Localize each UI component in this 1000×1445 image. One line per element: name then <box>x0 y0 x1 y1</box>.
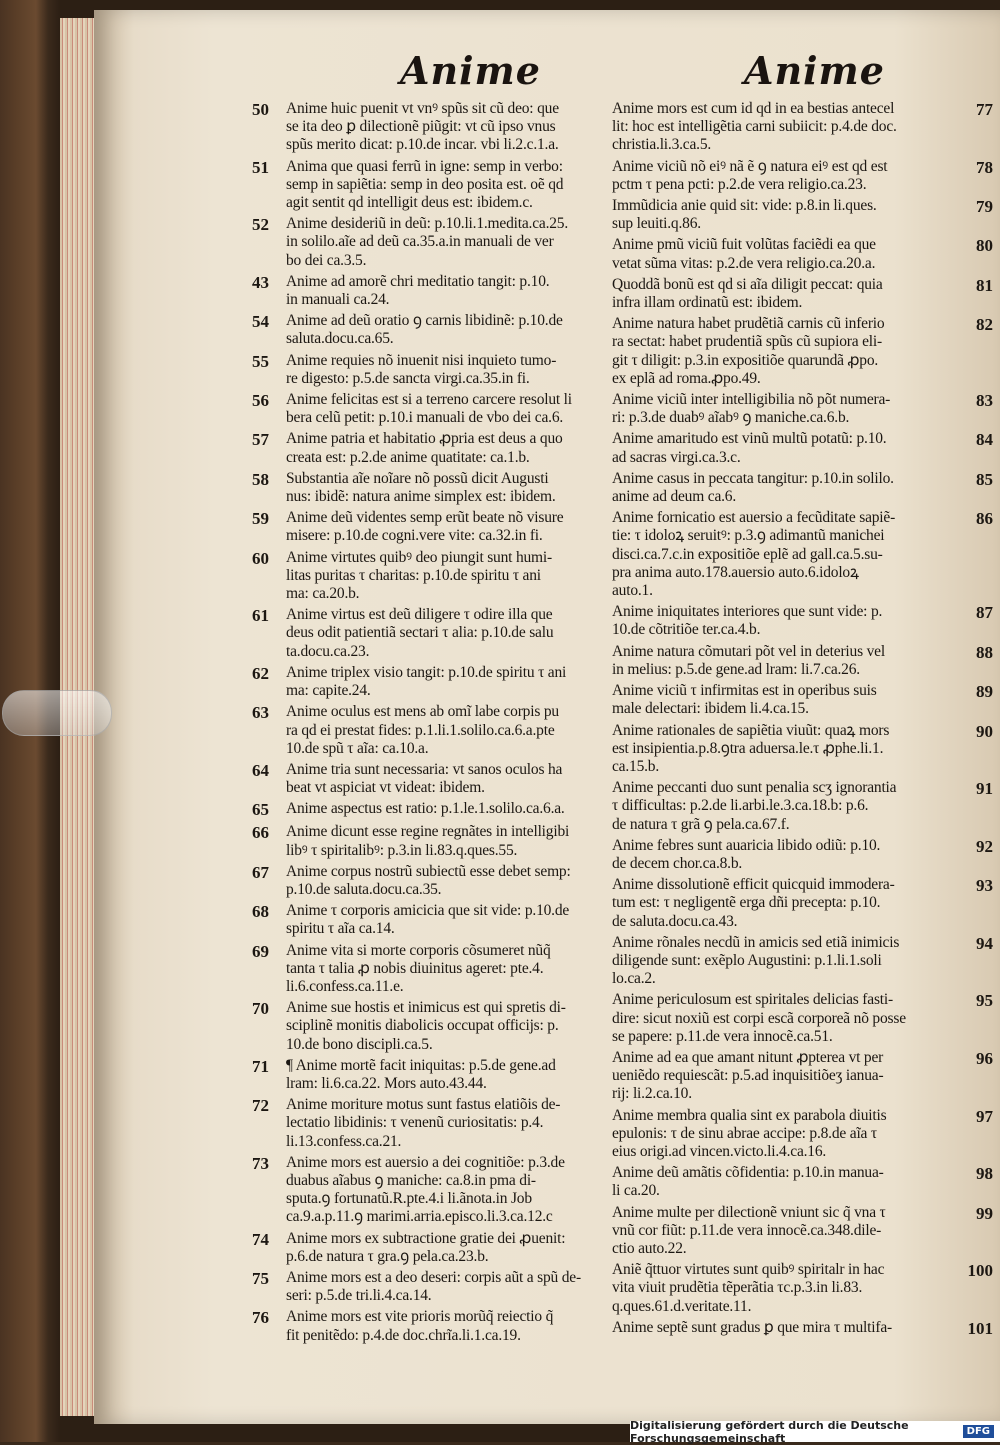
entry-line: Anime patria et habitatio ꝓpria est deus a quo <box>286 430 563 448</box>
entry-line: Anime pmũ viciũ fuit volũtas faciẽdi ea que <box>612 236 876 254</box>
entry-line: Anime aspectus est ratio: p.1.le.1.solilo.ca.6.a. <box>286 800 565 818</box>
entry-number: 65 <box>252 800 269 820</box>
entry-line: tie: τ idoloꝝ seruitꝰ: p.3.ꝯ adimantũ manichei <box>612 527 885 545</box>
entry-number: 92 <box>976 836 993 856</box>
entry-line: τ difficultas: p.2.de li.arbi.le.3.ca.18.b: p.6. <box>612 797 869 815</box>
entry-line: in manuali ca.24. <box>286 291 390 309</box>
entry-number: 69 <box>252 941 269 961</box>
index-entry <box>612 158 997 194</box>
index-entry <box>612 1107 997 1162</box>
entry-text <box>286 312 622 348</box>
entry-line: Anime iniquitates interiores que sunt vide: p. <box>612 603 883 621</box>
entry-line: Anime requies nõ inuenit nisi inquieto tumo- <box>286 351 557 369</box>
entry-number: 85 <box>976 469 993 489</box>
entry-line: dire: sicut noxiũ est corpi escã corporeã nõ posse <box>612 1009 906 1027</box>
entry-line: Anime amaritudo est vinũ multũ potatũ: p.10. <box>612 430 887 448</box>
index-entry <box>252 863 622 899</box>
index-entry <box>612 934 997 989</box>
entry-line: spũs merito dicat: p.10.de incar. vbi li.2.c.1.a. <box>286 136 559 154</box>
index-entry <box>252 509 622 545</box>
entry-line: Anime oculus est mens ab omĩ labe corpis pu <box>286 703 559 721</box>
entry-line: Anima que quasi ferrũ in igne: semp in verbo: <box>286 157 563 175</box>
entry-number: 71 <box>252 1056 269 1076</box>
entry-line: est insipientia.p.8.ꝯtra aduersa.le.τ ꝓphe.li.1. <box>612 739 884 757</box>
entry-line: bera celũ petit: p.10.i manuali de vbo dei ca.6. <box>286 409 564 427</box>
entry-line: duabus aĩabus ꝯ maniche: ca.8.in pma di- <box>286 1171 536 1189</box>
entry-text <box>612 1261 953 1316</box>
entry-line: semp in sapiẽtia: semp in deo posita est. oẽ qd <box>286 175 564 193</box>
entry-line: ta.docu.ca.23. <box>286 642 370 660</box>
entry-number: 100 <box>967 1261 993 1281</box>
entry-number: 91 <box>976 779 993 799</box>
entry-line: p.10.de saluta.docu.ca.35. <box>286 880 442 898</box>
entry-line: p.6.de natura τ gra.ꝯ pela.ca.23.b. <box>286 1247 489 1265</box>
entry-text <box>612 276 953 312</box>
index-entry <box>252 1230 622 1266</box>
entry-text <box>286 158 622 213</box>
entry-line: beat vt aspiciat vt videat: ibidem. <box>286 779 485 797</box>
entry-text <box>612 470 953 506</box>
entry-text <box>286 100 622 155</box>
entry-number: 52 <box>252 215 269 235</box>
entry-number: 64 <box>252 760 269 780</box>
entry-text <box>612 643 953 679</box>
entry-line: tanta τ talia ꝓ nobis diuinitus ageret: pte.4. <box>286 959 544 977</box>
entry-line: Anime ad amorẽ chri meditatio tangit: p.10. <box>286 272 550 290</box>
entry-number: 90 <box>976 721 993 741</box>
entry-number: 87 <box>976 603 993 623</box>
entry-line: ca.15.b. <box>612 757 660 775</box>
entry-line: sciplinẽ monitis diabolicis occupat officijs: p. <box>286 1017 559 1035</box>
entry-number: 59 <box>252 509 269 529</box>
entry-line: Anime mors est cum id qd in ea bestias antecel <box>612 100 895 117</box>
entry-text <box>286 942 622 997</box>
index-entry <box>612 430 997 466</box>
entry-line: eius origi.ad vincen.victo.li.4.ca.16. <box>612 1142 827 1160</box>
entry-text <box>286 703 622 758</box>
index-entry <box>612 1164 997 1200</box>
index-entry <box>252 352 622 388</box>
entry-line: Anime corpus nostrũ subiectũ esse debet semp: <box>286 862 571 880</box>
entry-number: 70 <box>252 999 269 1019</box>
entry-text <box>612 682 953 718</box>
entry-line: fit penitẽdo: p.4.de doc.chrĩa.li.1.ca.19. <box>286 1326 521 1344</box>
footer-text: Digitalisierung gefördert durch die Deutsche Forschungsgemeinschaft <box>630 1418 909 1445</box>
entry-number: 94 <box>976 933 993 953</box>
entry-text <box>612 315 953 388</box>
entry-line: Anime mors est a deo deseri: corpis aũt a spũ de- <box>286 1268 581 1286</box>
entry-line: diligende sunt: exẽplo Augustini: p.1.li.1.soli <box>612 951 882 969</box>
entry-line: Anime viciũ inter intelligibilia nõ põt numera- <box>612 391 891 409</box>
entry-line: Anime viciũ τ infirmitas est in operibus suis <box>612 682 877 700</box>
entry-line: Anime triplex visio tangit: p.10.de spiritu τ ani <box>286 663 567 681</box>
entry-line: Anime desideriũ in deũ: p.10.li.1.medita.ca.25. <box>286 215 569 233</box>
entry-line: lectatio libidinis: τ venenũ curiositatis: p.4. <box>286 1114 544 1132</box>
entry-line: misere: p.10.de cogni.vere vite: ca.32.in fi. <box>286 527 543 545</box>
index-entry <box>612 779 997 834</box>
entry-line: ra qd ei prestat fides: p.1.li.1.solilo.ca.6.a.pte <box>286 721 555 739</box>
entry-line: q.ques.61.d.veritate.11. <box>612 1297 752 1315</box>
bookmark-strip <box>2 690 112 736</box>
entry-number: 60 <box>252 548 269 568</box>
entry-number: 54 <box>252 312 269 332</box>
entry-line: Anime ad deũ oratio ꝯ carnis libidinẽ: p.10.de <box>286 312 563 330</box>
entry-number: 63 <box>252 703 269 723</box>
entry-text <box>286 1269 622 1305</box>
index-entry <box>252 312 622 348</box>
entry-number: 74 <box>252 1229 269 1249</box>
entry-text <box>612 1204 953 1259</box>
entry-number: 55 <box>252 351 269 371</box>
index-entry <box>252 158 622 213</box>
entry-number: 57 <box>252 430 269 450</box>
entry-number: 43 <box>252 272 269 292</box>
entry-line: creata est: p.2.de anime quatitate: ca.1.b. <box>286 448 530 466</box>
entry-line: Anime casus in peccata tangitur: p.10.in solilo. <box>612 469 894 487</box>
entry-line: lram: li.6.ca.22. Mors auto.43.44. <box>286 1074 487 1092</box>
entry-line: spiritu τ aĩa ca.14. <box>286 920 395 938</box>
entry-line: Anime dissolutionẽ efficit quicquid immodera- <box>612 876 895 894</box>
entry-line: 10.de spũ τ aĩa: ca.10.a. <box>286 739 429 757</box>
entry-line: bo dei ca.3.5. <box>286 251 367 269</box>
entry-number: 93 <box>976 876 993 896</box>
index-entry <box>252 1154 622 1227</box>
entry-text <box>286 352 622 388</box>
entry-line: vnũ cor fiũt: p.11.de vera innocẽ.ca.348.dile- <box>612 1221 882 1239</box>
entry-line: disci.ca.7.c.in expositiõe eplẽ ad gall.ca.5.su- <box>612 545 883 563</box>
entry-line: Anime mors ex subtractione gratie dei ꝓuenit: <box>286 1229 566 1247</box>
entry-number: 89 <box>976 682 993 702</box>
entry-text <box>612 722 953 777</box>
entry-number: 73 <box>252 1153 269 1173</box>
entry-line: Anime virtus est deũ diligere τ odire illa que <box>286 606 553 624</box>
entry-line: Anime huic puenit vt vnꝰ spũs sit cũ deo: que <box>286 100 559 117</box>
entry-line: Anime febres sunt auaricia libido odiũ: p.10. <box>612 836 881 854</box>
entry-number: 79 <box>976 197 993 217</box>
entry-text <box>612 837 953 873</box>
entry-line: re digesto: p.5.de sancta virgi.ca.35.in fi. <box>286 369 530 387</box>
entry-text <box>612 1319 953 1337</box>
entry-line: Anime multe per dilectionẽ vniunt sic q̃ vna τ <box>612 1203 886 1221</box>
index-entry <box>612 315 997 388</box>
entry-text <box>612 603 953 639</box>
index-entry <box>612 470 997 506</box>
entry-number: 77 <box>976 100 993 119</box>
entry-line: libꝰ τ spiritalibꝰ: p.3.in li.83.q.ques.55. <box>286 841 518 859</box>
entry-line: seri: p.5.de tri.li.4.ca.14. <box>286 1287 432 1305</box>
entry-number: 75 <box>252 1268 269 1288</box>
entry-text <box>286 470 622 506</box>
entry-number: 50 <box>252 100 269 119</box>
entry-text <box>286 1308 622 1344</box>
index-column-right <box>612 100 997 1342</box>
entry-text <box>286 1057 622 1093</box>
entry-number: 61 <box>252 606 269 626</box>
entry-line: epulonis: τ de sinu abrae accipe: p.8.de aĩa τ <box>612 1124 877 1142</box>
index-entry <box>252 664 622 700</box>
entry-number: 88 <box>976 642 993 662</box>
index-entry <box>252 1269 622 1305</box>
entry-line: Anime mors est vite prioris morũq̃ reiectio q̃ <box>286 1308 554 1326</box>
index-entry <box>252 703 622 758</box>
index-entry <box>252 100 622 155</box>
entry-line: Anime membra qualia sint ex parabola diuitis <box>612 1106 887 1124</box>
entry-number: 82 <box>976 315 993 335</box>
entry-line: Anime τ corporis amicicia que sit vide: p.10.de <box>286 902 570 920</box>
entry-line: Immũdicia anie quid sit: vide: p.8.in li.ques. <box>612 197 877 215</box>
entry-text <box>286 823 622 859</box>
entry-text <box>286 863 622 899</box>
entry-line: se papere: p.11.de vera innocẽ.ca.51. <box>612 1027 833 1045</box>
index-column-left <box>252 100 622 1348</box>
index-entry <box>252 942 622 997</box>
index-entry <box>612 197 997 233</box>
entry-text <box>612 1107 953 1162</box>
entry-line: nus: ibidẽ: natura anime simplex est: ibidem. <box>286 488 556 506</box>
entry-line: in solilo.aĩe ad deũ ca.35.a.in manuali de ver <box>286 233 554 251</box>
entry-text <box>612 934 953 989</box>
entry-text <box>286 606 622 661</box>
entry-number: 96 <box>976 1048 993 1068</box>
entry-line: Anime septẽ sunt gradus ꝑ que mira τ multifa- <box>612 1318 892 1336</box>
index-entry <box>612 1204 997 1259</box>
entry-number: 83 <box>976 391 993 411</box>
entry-line: Anime viciũ nõ eiꝰ nã ẽ ꝯ natura eiꝰ est qd est <box>612 157 888 175</box>
index-entry <box>252 1308 622 1344</box>
entry-line: tum est: τ negligentẽ erga dñi precepta: p.10. <box>612 894 881 912</box>
entry-number: 67 <box>252 862 269 882</box>
entry-line: Aniẽ q̃ttuor virtutes sunt quibꝰ spiritalr in hac <box>612 1261 885 1279</box>
entry-text <box>286 761 622 797</box>
index-entry <box>252 1057 622 1093</box>
index-entry <box>612 391 997 427</box>
entry-line: Anime natura cõmutari põt vel in deterius vel <box>612 642 885 660</box>
index-entry <box>612 603 997 639</box>
entry-number: 98 <box>976 1164 993 1184</box>
entry-text <box>612 100 953 155</box>
running-head-left: Anime <box>400 48 541 93</box>
entry-text <box>612 509 953 600</box>
entry-line: Anime deũ videntes semp erũt beate nõ visure <box>286 509 564 527</box>
entry-number: 101 <box>967 1318 993 1338</box>
entry-line: litas puritas τ charitas: p.10.de spiritu τ ani <box>286 566 541 584</box>
entry-text <box>612 197 953 233</box>
entry-number: 99 <box>976 1203 993 1223</box>
entry-line: Anime ad ea que amant nitunt ꝓpterea vt per <box>612 1048 884 1066</box>
entry-line: ex eplã ad roma.ꝓpo.49. <box>612 369 761 387</box>
index-entry <box>252 606 622 661</box>
entry-line: in melius: p.5.de gene.ad lram: li.7.ca.26. <box>612 660 860 678</box>
entry-number: 56 <box>252 391 269 411</box>
entry-line: saluta.docu.ca.65. <box>286 330 394 348</box>
entry-line: Anime fornicatio est auersio a fecũditate sapiẽ- <box>612 509 896 527</box>
index-entry <box>612 991 997 1046</box>
entry-line: Anime mors est auersio a dei cognitiõe: p.3.de <box>286 1153 565 1171</box>
entry-number: 72 <box>252 1096 269 1116</box>
index-entry <box>252 823 622 859</box>
entry-text <box>286 664 622 700</box>
entry-line: li.6.confess.ca.11.e. <box>286 977 404 995</box>
entry-line: Anime tria sunt necessaria: vt sanos oculos ha <box>286 760 563 778</box>
entry-line: Anime virtutes quibꝰ deo piungit sunt humi- <box>286 548 552 566</box>
entry-line: sup leuiti.q.86. <box>612 215 701 233</box>
index-entry <box>612 722 997 777</box>
entry-text <box>612 876 953 931</box>
entry-line: infra illam ordinatũ est: ibidem. <box>612 294 803 312</box>
entry-text <box>286 999 622 1054</box>
entry-text <box>612 391 953 427</box>
entry-line: Anime peccanti duo sunt penalia scʒ ignorantia <box>612 779 897 797</box>
index-entry <box>252 549 622 604</box>
entry-line: ma: capite.24. <box>286 682 371 700</box>
index-entry <box>612 1319 997 1339</box>
entry-line: Anime deũ amãtis cõfidentia: p.10.in manua- <box>612 1164 884 1182</box>
entry-line: Substantia aĩe noĩare nõ possũ dicit Augusti <box>286 469 549 487</box>
entry-line: ra sectat: habet prudentiã spũs cũ supiora eli- <box>612 333 882 351</box>
entry-line: Anime felicitas est si a terreno carcere resolut li <box>286 391 572 409</box>
entry-line: git τ diligit: p.3.in expositiõe quarundã ꝓpo. <box>612 351 879 369</box>
entry-number: 76 <box>252 1308 269 1328</box>
entry-line: de natura τ grã ꝯ pela.ca.67.f. <box>612 815 790 833</box>
index-entry <box>612 837 997 873</box>
entry-number: 80 <box>976 236 993 256</box>
entry-text <box>286 273 622 309</box>
entry-line: Anime rationales de sapiẽtia viuũt: quaꝝ mors <box>612 721 890 739</box>
entry-text <box>286 549 622 604</box>
index-entry <box>252 391 622 427</box>
entry-line: vetat sũma vitas: p.2.de vera religio.ca.20.a. <box>612 254 876 272</box>
index-entry <box>252 800 622 820</box>
running-head-right: Anime <box>744 48 885 93</box>
entry-line: Anime vita si morte corporis cõsumeret nũq̃ <box>286 941 551 959</box>
entry-text <box>286 430 622 466</box>
entry-number: 62 <box>252 663 269 683</box>
index-entry <box>612 509 997 600</box>
entry-line: de decem chor.ca.8.b. <box>612 854 743 872</box>
entry-text <box>612 430 953 466</box>
index-entry <box>612 276 997 312</box>
entry-line: Anime moriture motus sunt fastus elatiõis de- <box>286 1096 561 1114</box>
index-entry <box>612 682 997 718</box>
entry-line: male delectari: ibidem li.4.ca.15. <box>612 700 809 718</box>
index-entry <box>612 876 997 931</box>
entry-number: 86 <box>976 509 993 529</box>
entry-line: vita viuit prudẽtia tẽperãtia τc.p.3.in li.83. <box>612 1279 863 1297</box>
entry-text <box>612 236 953 272</box>
entry-text <box>612 1164 953 1200</box>
entry-line: Anime natura habet prudẽtiã carnis cũ inferio <box>612 315 885 333</box>
entry-number: 68 <box>252 902 269 922</box>
entry-line: sputa.ꝯ fortunatũ.R.pte.4.i li.ãnota.in Job <box>286 1190 532 1208</box>
index-entry <box>252 1096 622 1151</box>
entry-line: lo.ca.2. <box>612 970 656 988</box>
entry-line: ca.9.a.p.11.ꝯ marimi.arria.episco.li.3.ca.12.c <box>286 1208 553 1226</box>
entry-line: Anime dicunt esse regine regnãtes in intelligibi <box>286 823 570 841</box>
entry-line: Anime rõnales necdũ in amicis sed etiã inimicis <box>612 933 900 951</box>
digitization-footer <box>630 1418 1000 1445</box>
entry-line: auto.1. <box>612 582 653 600</box>
entry-line: ri: p.3.de duabꝰ aĩabꝰ ꝯ maniche.ca.6.b. <box>612 409 850 427</box>
entry-line: pctm τ pena pcti: p.2.de vera religio.ca.23. <box>612 175 867 193</box>
entry-line: lit: hoc est intelligẽtia carni subiicit: p.4.de doc. <box>612 118 897 136</box>
index-entry <box>612 1049 997 1104</box>
index-entry <box>252 902 622 938</box>
entry-line: Anime sue hostis et inimicus est qui spretis di- <box>286 999 566 1017</box>
entry-line: pra anima auto.178.auersio auto.6.idoloꝝ <box>612 563 859 581</box>
entry-text <box>286 1096 622 1151</box>
entry-text <box>612 991 953 1046</box>
entry-number: 58 <box>252 469 269 489</box>
index-entry <box>252 273 622 309</box>
entry-line: ¶ Anime mortẽ facit iniquitas: p.5.de gene.ad <box>286 1056 556 1074</box>
entry-line: Anime periculosum est spiritales delicias fasti- <box>612 991 893 1009</box>
index-entry <box>252 761 622 797</box>
entry-line: christia.li.3.ca.5. <box>612 136 712 154</box>
entry-text <box>286 1230 622 1266</box>
entry-line: se ita deo ꝑ dilectionẽ piũgit: vt cũ ipso vnus <box>286 118 556 136</box>
index-entry <box>252 430 622 466</box>
index-entry <box>612 1261 997 1316</box>
index-entry <box>252 215 622 270</box>
entry-line: Quoddã bonũ est qd si aĩa diligit peccat: quia <box>612 275 883 293</box>
entry-line: deus odit patientiã sectari τ alia: p.10.de salu <box>286 624 554 642</box>
entry-text <box>286 509 622 545</box>
entry-text <box>286 902 622 938</box>
entry-line: 10.de bono discipli.ca.5. <box>286 1035 433 1053</box>
entry-text <box>612 779 953 834</box>
entry-text <box>286 800 622 818</box>
entry-line: ma: ca.20.b. <box>286 585 360 603</box>
entry-line: anime ad deum ca.6. <box>612 488 737 506</box>
entry-line: 10.de cõtritiõe ter.ca.4.b. <box>612 621 761 639</box>
entry-line: ctio auto.22. <box>612 1239 687 1257</box>
dfg-logo: DFG <box>963 1425 994 1438</box>
entry-line: ueniẽdo requiescãt: p.5.ad inquisitiõeʒ ianua- <box>612 1067 884 1085</box>
entry-line: li.13.confess.ca.21. <box>286 1132 402 1150</box>
index-entry <box>252 470 622 506</box>
entry-line: ad sacras virgi.ca.3.c. <box>612 448 741 466</box>
entry-number: 95 <box>976 991 993 1011</box>
index-entry <box>612 100 997 155</box>
entry-text <box>286 391 622 427</box>
entry-number: 97 <box>976 1106 993 1126</box>
entry-number: 78 <box>976 157 993 177</box>
entry-line: de saluta.docu.ca.43. <box>612 912 738 930</box>
entry-text <box>612 1049 953 1104</box>
entry-number: 81 <box>976 275 993 295</box>
entry-line: agit sentit qd intelligit deus est: ibidem.c. <box>286 194 533 212</box>
entry-line: li ca.20. <box>612 1182 660 1200</box>
index-entry <box>252 999 622 1054</box>
entry-number: 84 <box>976 430 993 450</box>
entry-text <box>286 215 622 270</box>
index-entry <box>612 643 997 679</box>
entry-text <box>286 1154 622 1227</box>
entry-number: 51 <box>252 157 269 177</box>
index-entry <box>612 236 997 272</box>
entry-line: rij: li.2.ca.10. <box>612 1085 692 1103</box>
entry-number: 66 <box>252 823 269 843</box>
entry-text <box>612 158 953 194</box>
